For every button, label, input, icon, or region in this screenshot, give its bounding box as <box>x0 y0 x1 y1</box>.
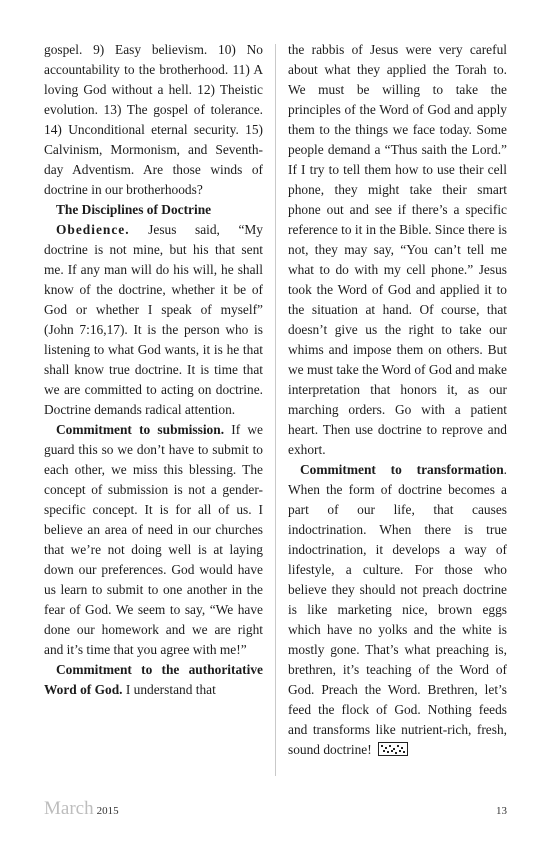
paragraph-text: If we guard this so we don’t have to submit to each other, we miss this blessing. The concept of submission is not a gender-specific concept. It is for all of us. I believe an area of need in our churches that we’re not doing well is at laying down our preferences. God would have us learn to submit to one another in the fear of God. We seem to say, “We have done our homework and we are right and it’s time that you agree with me!” <box>44 422 263 657</box>
run-in-heading: Commitment to submission. <box>56 422 225 437</box>
paragraph <box>288 40 507 460</box>
column-divider <box>275 44 276 776</box>
paragraph-text: Jesus said, “My doctrine is not mine, but his that sent me. If any man will do his will, he shall know of the doctrine, whether it be of God or whether I speak of myself” (John 7:16,17). It is the person who is listening to what God wants, it is he that shall know true doctrine. It is time that we are committed to acting on doctrine. Doctrine demands radical attention. <box>44 222 263 417</box>
end-of-article-ornament-icon <box>378 742 408 756</box>
left-column <box>44 40 263 700</box>
page-number: 13 <box>496 805 507 817</box>
paragraph-text: . When the form of doctrine becomes a part of our life, that causes indoctrination. When there is true indoctrination, it develops a way of lifestyle, a culture. For those who believe they should not preach doctrine is like marketing nice, brown eggs which have no yolks and the white is mostly gone. That’s what preaching is, brethren, it’s teaching of the Word of God. Preach the Word. Brethren, let’s feed the flock of God. Nothing feeds and transforms like nutrient-rich, fresh, sound doctrine! <box>288 462 507 757</box>
paragraph <box>288 460 507 760</box>
footer-year: 2015 <box>96 805 119 817</box>
run-in-heading: Commitment to the authoritative Word of God. <box>44 662 263 697</box>
paragraph-text: the rabbis of Jesus were very careful about what they applied the Torah to. We must be willing to take the principles of the Word of God and apply them to the things we face today. Some people demand a “Thus saith the Lord.” If I try to tell them how to use their cell phone, they might take their smart phone out and see if there’s a specific reference to it in the Bible. Since there is not, they may say, “You can’t tell me what to do with my cell phone.” Jesus took the Word of God and applied it to the situation at hand. Of course, that doesn’t give us the right to take our whims and impose them on others. But we must take the Word of God and make interpretation that honors it, as our marching orders. Go with a patient heart. Then use doctrine to reprove and exhort. <box>288 42 508 457</box>
paragraph-text: gospel. 9) Easy believism. 10) No accountability to the brotherhood. 11) A loving God without a hell. 12) Theistic evolution. 13) The gospel of tolerance. 14) Unconditional eternal security. 15) Calvinism, Mormonism, and Seventh-day Adventism. Are those winds of doctrine in our brotherhoods? <box>44 42 263 197</box>
paragraph <box>44 40 263 200</box>
paragraph <box>44 660 263 700</box>
paragraph <box>44 420 263 660</box>
paragraph-text: I understand that <box>122 682 216 697</box>
footer-month: March <box>44 798 94 819</box>
section-heading: The Disciplines of Doctrine <box>56 202 212 217</box>
footer-date <box>44 798 119 820</box>
right-column <box>288 40 507 760</box>
run-in-heading: Obedience. <box>56 222 130 237</box>
paragraph <box>44 220 263 420</box>
run-in-heading: Commitment to transformation <box>300 462 504 477</box>
